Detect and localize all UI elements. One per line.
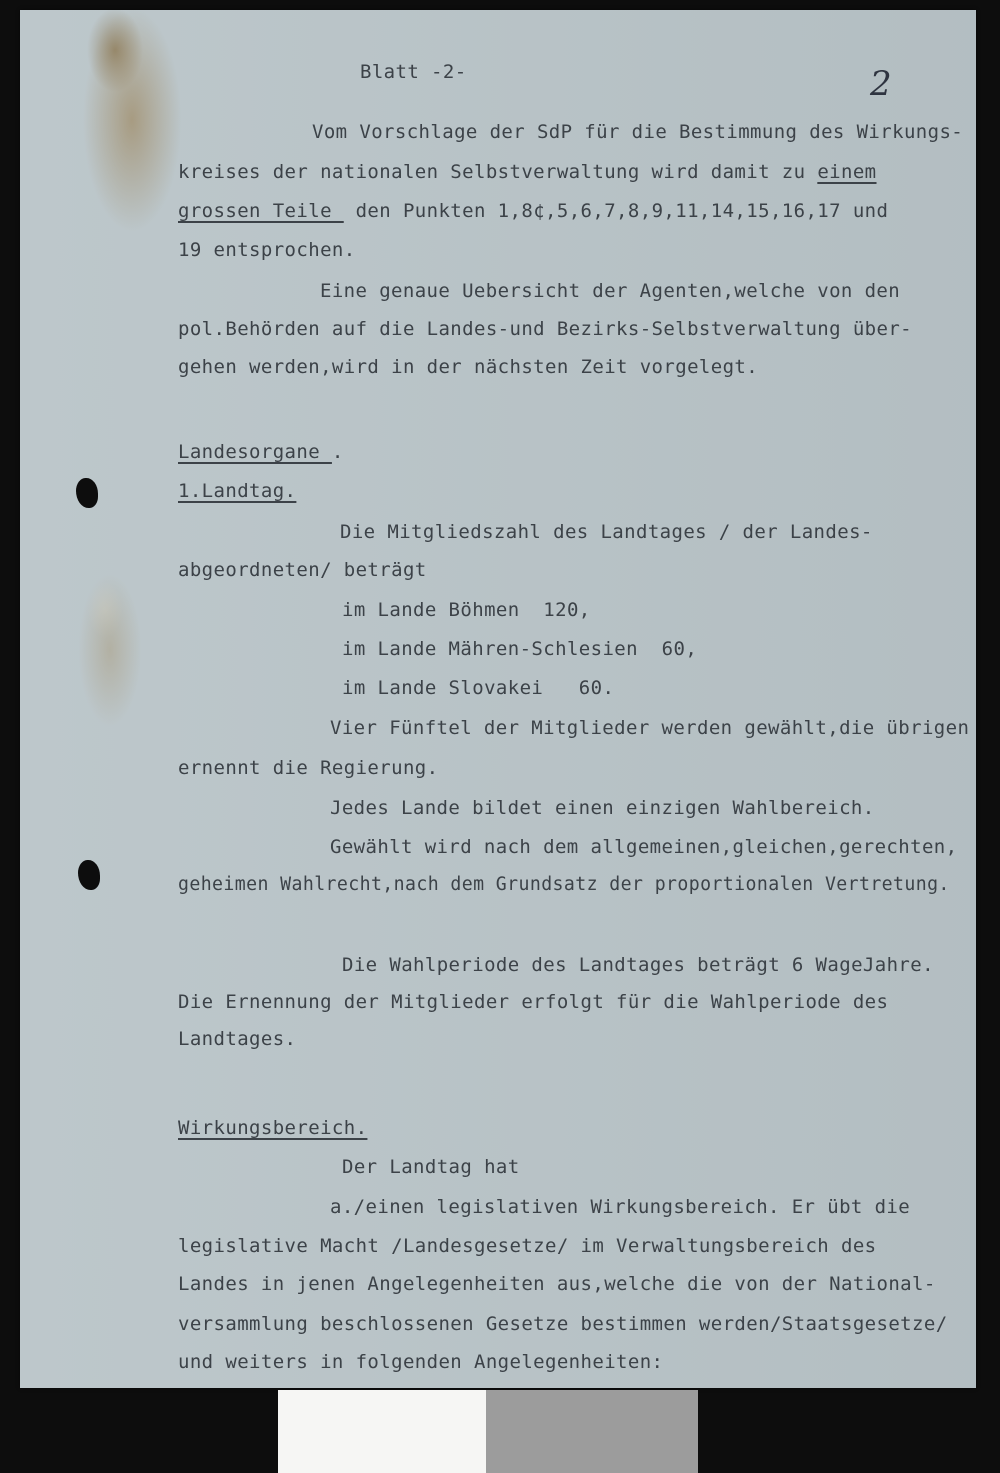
wirkung-line-1: Der Landtag hat [342, 1156, 520, 1178]
intro-line-3 [178, 199, 888, 223]
intro-line-2a: kreises der nationalen Selbstverwaltung wird damit zu [178, 161, 818, 183]
heading-wirkungsbereich: Wirkungsbereich. [178, 1117, 368, 1139]
landtag-line-7: ernennt die Regierung. [178, 757, 439, 779]
landtag-line-1: Die Mitgliedszahl des Landtages / der Landes- [340, 521, 873, 543]
folio-mark: 2 [870, 64, 892, 104]
intro-underlined-grossen-teile: grossen Teile [178, 200, 344, 222]
landtag-line-8: Jedes Lande bildet einen einzigen Wahlbereich. [330, 797, 875, 819]
punch-hole-top [76, 478, 98, 508]
intro-line-6: pol.Behörden auf die Landes-und Bezirks-Selbstverwaltung über- [178, 318, 913, 340]
landtag-line-13: Landtages. [178, 1028, 297, 1050]
wirkung-line-2: a./einen legislativen Wirkungsbereich. Er übt die [330, 1196, 911, 1218]
intro-line-3b: den Punkten 1,8¢,5,6,7,8,9,11,14,15,16,17 und [343, 200, 889, 222]
wirkung-line-6: und weiters in folgenden Angelegenheiten: [178, 1351, 664, 1373]
intro-line-7: gehen werden,wird in der nächsten Zeit vorgelegt. [178, 356, 759, 378]
landtag-line-4: im Lande Mähren-Schlesien 60, [342, 638, 698, 660]
heading-landesorgane: Landesorgane . [178, 441, 344, 463]
landtag-line-10: geheimen Wahlrecht,nach dem Grundsatz der proportionalen Vertretung. [178, 874, 950, 895]
intro-line-5: Eine genaue Uebersicht der Agenten,welche von den [320, 280, 901, 302]
page-header: Blatt -2- [360, 61, 467, 83]
heading-landtag: 1.Landtag. [178, 480, 297, 502]
label-gray-card [486, 1390, 698, 1473]
intro-line-4: 19 entsprochen. [178, 239, 356, 261]
landtag-line-3: im Lande Böhmen 120, [342, 599, 591, 621]
landtag-line-2: abgeordneten/ beträgt [178, 559, 427, 581]
intro-underlined-einem: einem [817, 161, 877, 183]
intro-line-1: Vom Vorschlage der SdP für die Bestimmung des Wirkungs- [312, 121, 964, 143]
wirkung-line-4: Landes in jenen Angelegenheiten aus,welche die von der National- [178, 1273, 936, 1295]
landtag-line-6: Vier Fünftel der Mitglieder werden gewählt,die übrigen [330, 717, 970, 739]
landtag-line-5: im Lande Slovakei 60. [342, 677, 615, 699]
landtag-line-11: Die Wahlperiode des Landtages beträgt 6 WageJahre. [342, 954, 934, 976]
landtag-line-12: Die Ernennung der Mitglieder erfolgt für die Wahlperiode des [178, 991, 889, 1013]
wirkung-line-3: legislative Macht /Landesgesetze/ im Verwaltungsbereich des [178, 1235, 877, 1257]
archive-label-strip [278, 1390, 698, 1473]
wirkung-line-5: versammlung beschlossenen Gesetze bestimmen werden/Staatsgesetze/ [178, 1313, 948, 1335]
label-white-card [278, 1390, 486, 1473]
punch-hole-bottom [78, 860, 100, 890]
landtag-line-9: Gewählt wird nach dem allgemeinen,gleichen,gerechten, [330, 836, 958, 858]
intro-line-2 [178, 160, 877, 184]
